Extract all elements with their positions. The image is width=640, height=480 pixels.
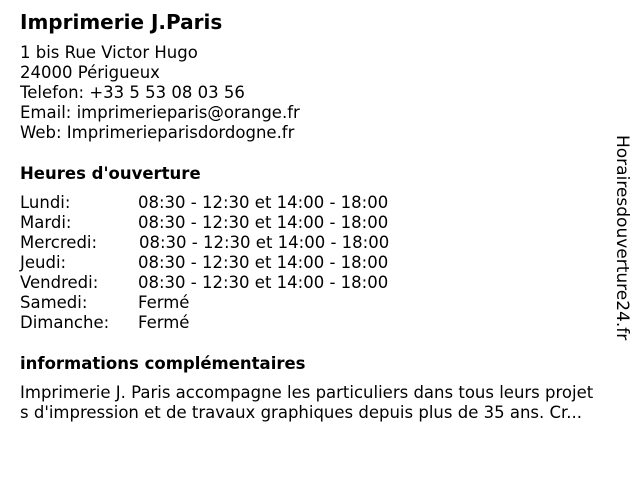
- hours-row-saturday: [20, 293, 440, 313]
- contact-block: [20, 43, 300, 143]
- hours-row-monday: [20, 193, 440, 213]
- day-label: Vendredi:: [20, 273, 99, 292]
- time-value: Fermé: [138, 293, 190, 312]
- address-city: 24000 Périgueux: [20, 63, 160, 82]
- time-value: 08:30 - 12:30 et 14:00 - 18:00: [138, 253, 389, 272]
- hours-row-thursday: [20, 253, 440, 273]
- email-address: Email: imprimerieparis@orange.fr: [20, 103, 300, 122]
- opening-hours-heading: Heures d'ouverture: [20, 164, 201, 183]
- time-value: 08:30 - 12:30 et 14:00 - 18:00: [138, 213, 389, 232]
- additional-info-text: [20, 383, 630, 423]
- time-value: 08:30 - 12:30 et 14:00 - 18:00: [139, 233, 390, 252]
- time-value: 08:30 - 12:30 et 14:00 - 18:00: [138, 273, 389, 292]
- day-label: Mercredi:: [20, 233, 98, 252]
- description-line: s d'impression et de travaux graphiques depuis plus de 35 ans. Cr...: [20, 403, 583, 422]
- hours-row-tuesday: [20, 213, 440, 233]
- time-value: 08:30 - 12:30 et 14:00 - 18:00: [138, 193, 389, 212]
- day-label: Dimanche:: [20, 313, 110, 332]
- watermark-text: Horairesdouverture24.fr: [612, 135, 632, 341]
- day-label: Jeudi:: [20, 253, 67, 272]
- address-street: 1 bis Rue Victor Hugo: [20, 43, 198, 62]
- description-line: Imprimerie J. Paris accompagne les particuliers dans tous leurs projet: [20, 383, 594, 402]
- phone-number: Telefon: +33 5 53 08 03 56: [20, 83, 245, 102]
- day-label: Samedi:: [20, 293, 88, 312]
- watermark: [610, 135, 636, 345]
- hours-row-friday: [20, 273, 440, 293]
- opening-hours-table: [20, 193, 440, 333]
- hours-row-wednesday: [20, 233, 440, 253]
- business-name: Imprimerie J.Paris: [20, 10, 223, 34]
- website: Web: Imprimerieparisdordogne.fr: [20, 123, 295, 142]
- day-label: Lundi:: [20, 193, 71, 212]
- time-value: Fermé: [138, 313, 190, 332]
- hours-row-sunday: [20, 313, 440, 333]
- additional-info-heading: informations complémentaires: [20, 354, 306, 373]
- day-label: Mardi:: [20, 213, 72, 232]
